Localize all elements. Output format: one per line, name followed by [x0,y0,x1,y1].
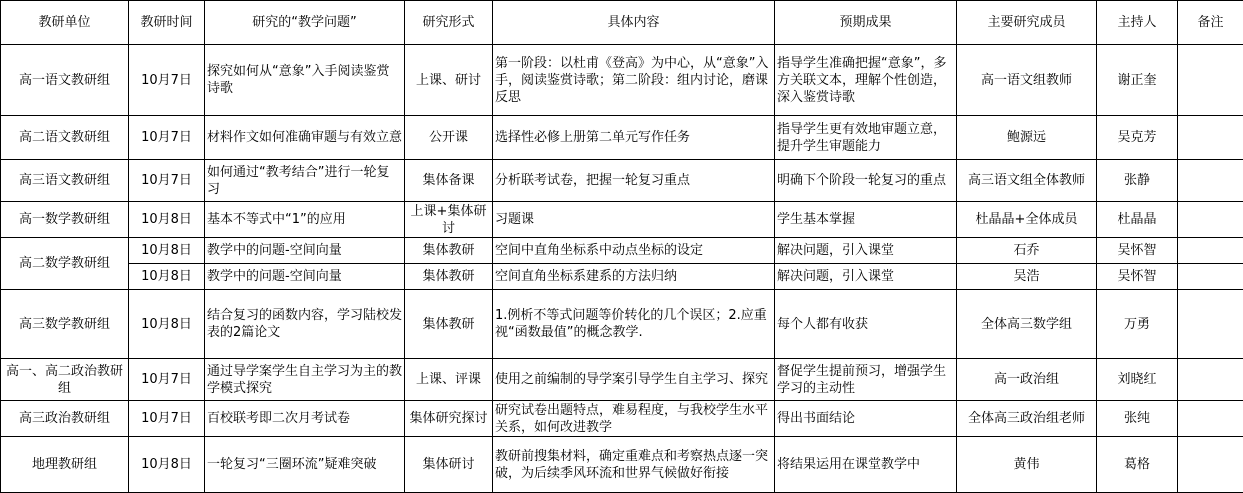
header-cell: 教研时间 [129,1,205,45]
result-cell: 学生基本掌握 [775,202,957,238]
time-cell: 10月7日 [129,45,205,116]
content-cell: 分析联考试卷，把握一轮复习重点 [493,160,775,202]
form-cell: 集体教研 [405,238,493,264]
note-cell [1178,290,1243,359]
table-row [1,160,1243,202]
members-cell: 黄伟 [957,437,1097,493]
time-cell: 10月7日 [129,160,205,202]
content-cell: 选择性必修上册第二单元写作任务 [493,116,775,160]
form-cell: 集体研究探讨 [405,401,493,437]
content-cell: 教研前搜集材料，确定重难点和考察热点逐一突破，为后续季风环流和世界气候做好衔接 [493,437,775,493]
header-cell: 备注 [1178,1,1243,45]
table-row [1,45,1243,116]
form-cell: 上课、研讨 [405,45,493,116]
result-cell: 解决问题，引入课堂 [775,264,957,290]
unit-cell: 高三数学教研组 [1,290,129,359]
problem-cell: 教学中的问题-空间向量 [205,238,405,264]
header-cell: 具体内容 [493,1,775,45]
content-cell: 1.例析不等式问题等价转化的几个误区；2.应重视“函数最值”的概念教学. [493,290,775,359]
form-cell: 集体教研 [405,290,493,359]
result-cell: 指导学生准确把握“意象”，多方关联文本，理解个性创造，深入鉴赏诗歌 [775,45,957,116]
content-cell: 习题课 [493,202,775,238]
time-cell: 10月8日 [129,264,205,290]
result-cell: 得出书面结论 [775,401,957,437]
host-cell: 杜晶晶 [1097,202,1178,238]
note-cell [1178,160,1243,202]
header-row [1,1,1243,45]
result-cell: 解决问题，引入课堂 [775,238,957,264]
table-row [1,264,1243,290]
header-cell: 主要研究成员 [957,1,1097,45]
result-cell: 将结果运用在课堂教学中 [775,437,957,493]
form-cell: 集体备课 [405,160,493,202]
form-cell: 上课+集体研讨 [405,202,493,238]
form-cell: 公开课 [405,116,493,160]
note-cell [1178,238,1243,264]
content-cell: 研究试卷出题特点，难易程度，与我校学生水平关系，如何改进教学 [493,401,775,437]
table-row [1,238,1243,264]
header-cell: 预期成果 [775,1,957,45]
table-row [1,359,1243,401]
result-cell: 每个人都有收获 [775,290,957,359]
members-cell: 石乔 [957,238,1097,264]
host-cell: 吴怀智 [1097,238,1178,264]
unit-cell: 高二语文教研组 [1,116,129,160]
problem-cell: 百校联考即二次月考试卷 [205,401,405,437]
members-cell: 高一语文组教师 [957,45,1097,116]
time-cell: 10月8日 [129,437,205,493]
members-cell: 全体高三数学组 [957,290,1097,359]
table-row [1,116,1243,160]
problem-cell: 通过导学案学生自主学习为主的教学模式探究 [205,359,405,401]
unit-cell: 高一数学教研组 [1,202,129,238]
form-cell: 集体研讨 [405,437,493,493]
note-cell [1178,264,1243,290]
host-cell: 刘晓红 [1097,359,1178,401]
note-cell [1178,437,1243,493]
content-cell: 第一阶段：以杜甫《登高》为中心，从“意象”入手，阅读鉴赏诗歌；第二阶段：组内讨论，磨课反思 [493,45,775,116]
members-cell: 杜晶晶+全体成员 [957,202,1097,238]
time-cell: 10月7日 [129,116,205,160]
form-cell: 集体教研 [405,264,493,290]
members-cell: 全体高三政治组老师 [957,401,1097,437]
problem-cell: 教学中的问题-空间向量 [205,264,405,290]
result-cell: 明确下个阶段一轮复习的重点 [775,160,957,202]
host-cell: 谢正奎 [1097,45,1178,116]
unit-cell: 高一、高二政治教研组 [1,359,129,401]
members-cell: 高一政治组 [957,359,1097,401]
table-row [1,202,1243,238]
content-cell: 空间直角坐标系建系的方法归纳 [493,264,775,290]
header-cell: 主持人 [1097,1,1178,45]
note-cell [1178,359,1243,401]
note-cell [1178,202,1243,238]
note-cell [1178,45,1243,116]
problem-cell: 结合复习的函数内容，学习陆校发表的2篇论文 [205,290,405,359]
result-cell: 指导学生更有效地审题立意，提升学生审题能力 [775,116,957,160]
problem-cell: 如何通过“教考结合”进行一轮复习 [205,160,405,202]
host-cell: 吴克芳 [1097,116,1178,160]
unit-cell: 高三政治教研组 [1,401,129,437]
host-cell: 张静 [1097,160,1178,202]
members-cell: 高三语文组全体教师 [957,160,1097,202]
time-cell: 10月7日 [129,401,205,437]
header-cell: 研究形式 [405,1,493,45]
header-cell: 教研单位 [1,1,129,45]
problem-cell: 基本不等式中“1”的应用 [205,202,405,238]
host-cell: 万勇 [1097,290,1178,359]
time-cell: 10月8日 [129,202,205,238]
members-cell: 鲍源远 [957,116,1097,160]
unit-cell: 高一语文教研组 [1,45,129,116]
table-row [1,401,1243,437]
time-cell: 10月7日 [129,359,205,401]
content-cell: 空间中直角坐标系中动点坐标的设定 [493,238,775,264]
host-cell: 张纯 [1097,401,1178,437]
problem-cell: 一轮复习“三圈环流”疑难突破 [205,437,405,493]
time-cell: 10月8日 [129,290,205,359]
host-cell: 葛格 [1097,437,1178,493]
time-cell: 10月8日 [129,238,205,264]
result-cell: 督促学生提前预习，增强学生学习的主动性 [775,359,957,401]
unit-cell: 高二数学教研组 [1,238,129,290]
content-cell: 使用之前编制的导学案引导学生自主学习、探究 [493,359,775,401]
unit-cell: 地理教研组 [1,437,129,493]
problem-cell: 材料作文如何准确审题与有效立意 [205,116,405,160]
note-cell [1178,116,1243,160]
problem-cell: 探究如何从“意象”入手阅读鉴赏诗歌 [205,45,405,116]
note-cell [1178,401,1243,437]
form-cell: 上课、评课 [405,359,493,401]
table-row [1,437,1243,493]
unit-cell: 高三语文教研组 [1,160,129,202]
host-cell: 吴怀智 [1097,264,1178,290]
header-cell: 研究的“教学问题” [205,1,405,45]
table-row [1,290,1243,359]
members-cell: 吴浩 [957,264,1097,290]
